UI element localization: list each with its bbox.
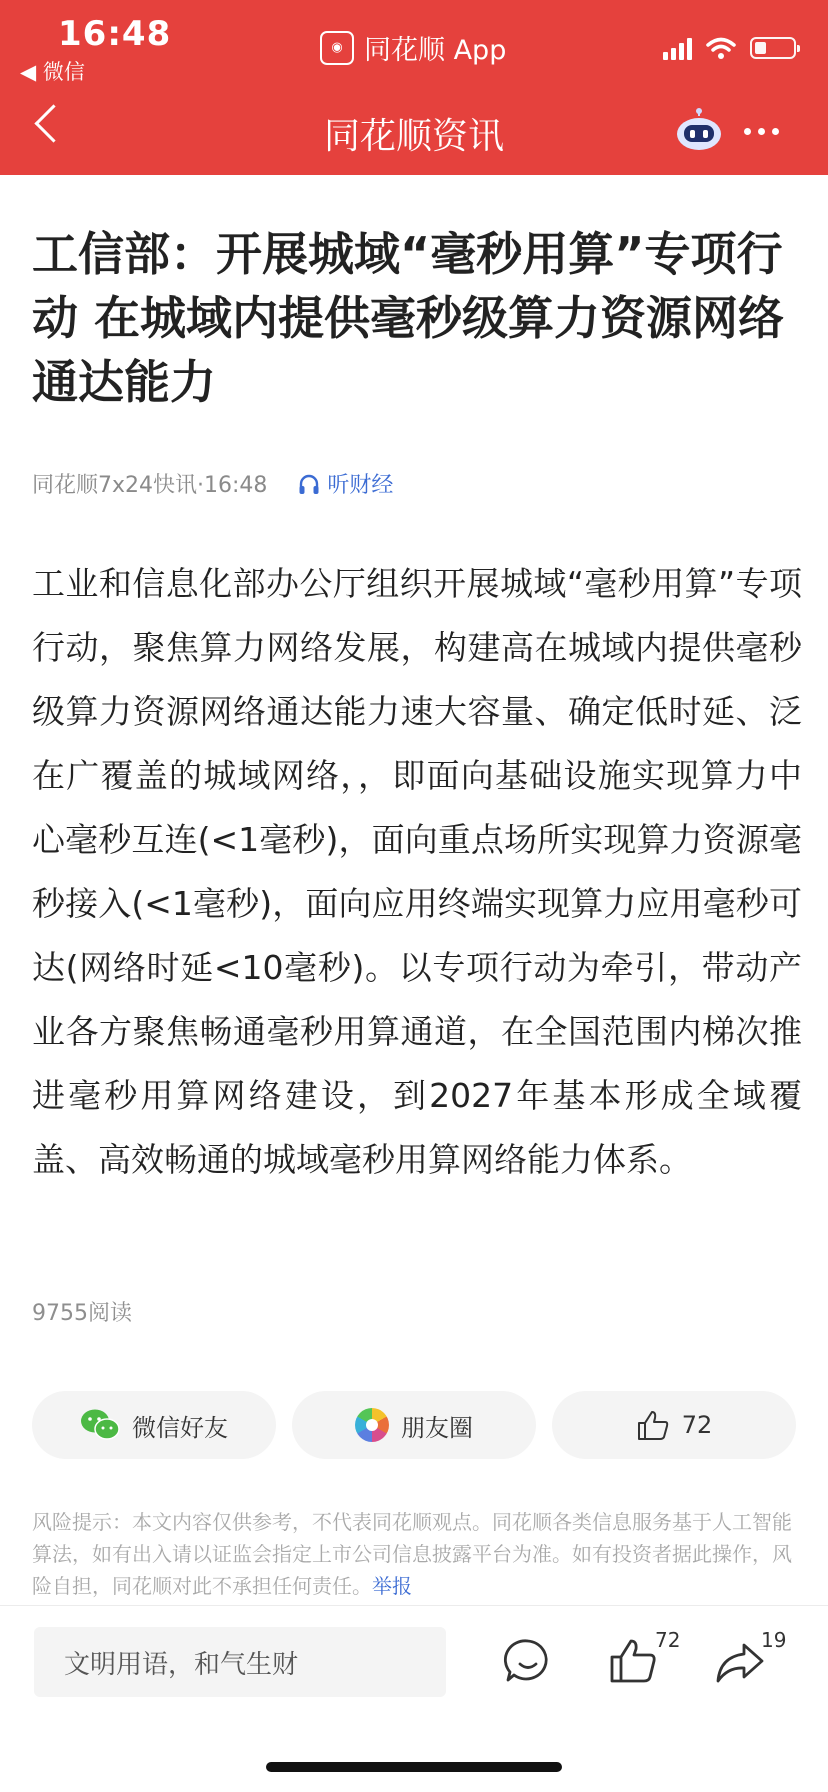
home-indicator	[266, 1762, 562, 1772]
bottom-divider	[0, 1605, 828, 1606]
robot-assistant-icon[interactable]	[674, 108, 724, 152]
share-moments-label: 朋友圈	[401, 1413, 473, 1442]
back-to-wechat-link[interactable]: ◀ 微信	[20, 60, 85, 84]
status-app-name: 同花顺 App	[364, 35, 507, 66]
like-count: 72	[681, 1411, 713, 1439]
battery-level	[755, 42, 766, 54]
risk-disclaimer	[32, 1506, 802, 1602]
status-app-indicator	[320, 28, 506, 67]
risk-text: 风险提示：本文内容仅供参考，不代表同花顺观点。同花顺各类信息服务基于人工智能算法，如有出入请以证监会指定上市公司信息披露平台为准。如有投资者据此操作，风险自担，同花顺对此不承担任何责任。	[32, 1510, 792, 1598]
thumbs-up-icon[interactable]	[604, 1633, 660, 1689]
listen-button[interactable]	[297, 468, 393, 499]
app-logo-icon: ◉	[320, 31, 354, 65]
article-meta	[32, 468, 393, 499]
status-time: 16:48	[58, 14, 172, 54]
comment-input[interactable]: 文明用语，和气生财	[34, 1627, 446, 1697]
comment-icon[interactable]	[500, 1633, 556, 1689]
page-title: 同花顺资讯	[323, 116, 504, 157]
read-count: 9755阅读	[32, 1301, 132, 1326]
status-indicators	[663, 36, 796, 60]
source-time: 同花顺7x24快讯·16:48	[32, 473, 268, 498]
listen-label: 听财经	[327, 473, 394, 498]
article-body: 工业和信息化部办公厅组织开展城域“毫秒用算”专项行动，聚焦算力网络发展，构建高在城域内提供毫秒级算力资源网络通达能力速大容量、确定低时延、泛在广覆盖的城域网络，，即面向基础设施实现算力中心毫秒互连(<1毫秒)，面向重点场所实现算力资源毫秒接入(<1毫秒)，面向应用终端实现算力应用毫秒可达(网络时延<10毫秒)。以专项行动为牵引，带动产业各方聚焦畅通毫秒用算通道，在全国范围内梯次推进毫秒用算网络建设，到2027年基本形成全域覆盖、高效畅通的城域毫秒用算网络能力体系。	[32, 564, 802, 1179]
bottom-like-count: 72	[655, 1628, 681, 1652]
like-button[interactable]	[552, 1391, 796, 1459]
wifi-icon	[706, 36, 736, 60]
thumbs-up-icon	[636, 1409, 670, 1441]
share-wechat-friend-button[interactable]	[32, 1391, 276, 1459]
top-header	[0, 0, 828, 175]
share-wechat-friend-label: 微信好友	[132, 1413, 228, 1442]
wechat-icon	[80, 1408, 120, 1442]
moments-icon	[355, 1408, 389, 1442]
share-row	[32, 1391, 796, 1459]
battery-icon	[750, 37, 796, 59]
cellular-signal-icon	[663, 36, 692, 60]
article-headline: 工信部：开展城域“毫秒用算”专项行动 在城域内提供毫秒级算力资源网络通达能力	[32, 227, 785, 409]
more-icon[interactable]	[744, 128, 779, 135]
share-moments-button[interactable]	[292, 1391, 536, 1459]
headphone-icon	[297, 472, 321, 496]
report-link[interactable]: 举报	[372, 1574, 412, 1598]
share-arrow-icon[interactable]	[712, 1633, 768, 1689]
bottom-share-count: 19	[761, 1628, 787, 1652]
